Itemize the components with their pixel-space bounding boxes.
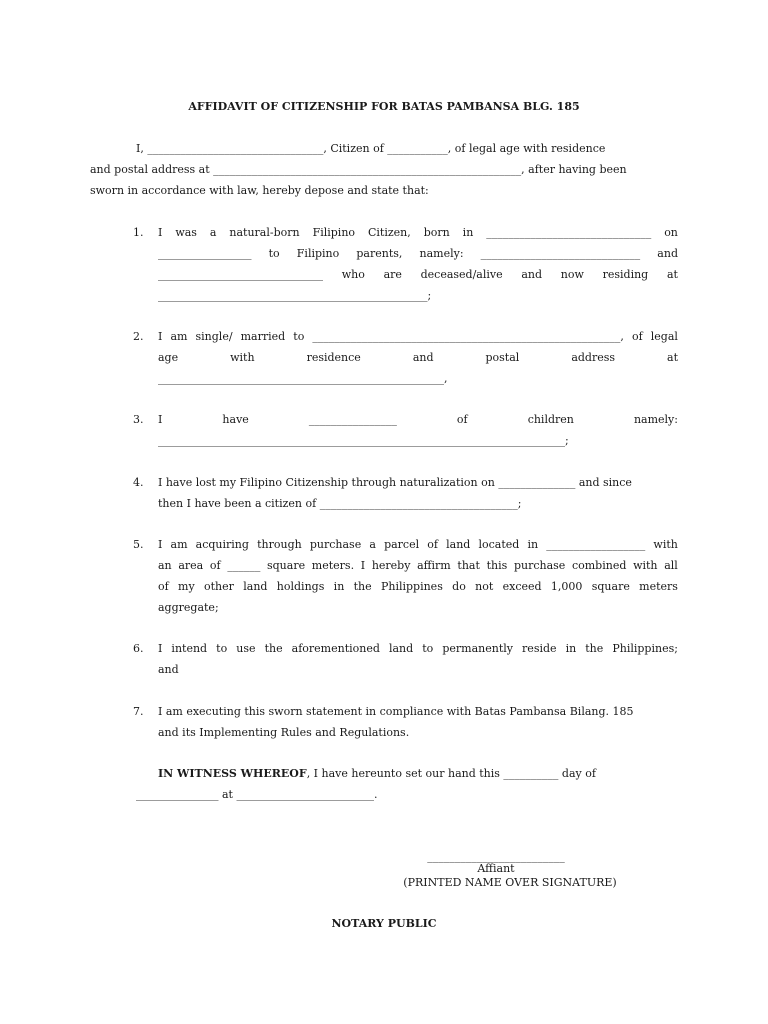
word: and bbox=[412, 351, 434, 364]
item-4-line-2: then I have been a citizen of ____________________________________; bbox=[158, 497, 522, 510]
witness-heading: IN WITNESS WHEREOF bbox=[158, 767, 307, 780]
document-title: AFFIDAVIT OF CITIZENSHIP FOR BATAS PAMBANSA BLG. 185 bbox=[188, 100, 580, 113]
word: at bbox=[667, 351, 678, 364]
word: holdings bbox=[276, 580, 325, 593]
word: parcel bbox=[384, 538, 420, 551]
word: born bbox=[423, 226, 450, 239]
spouse-name-blank: ________________________________________________________, bbox=[312, 330, 624, 343]
word: am bbox=[170, 538, 188, 551]
word: aforementioned bbox=[291, 642, 380, 655]
children-count-blank: ________________ bbox=[308, 413, 397, 426]
word: I bbox=[158, 413, 163, 426]
word: namely: bbox=[633, 413, 678, 426]
item-2-line-3: ____________________________________________________, bbox=[158, 372, 448, 385]
word: of bbox=[631, 330, 643, 343]
word: postal bbox=[485, 351, 520, 364]
word: address bbox=[571, 351, 616, 364]
word: Filipino bbox=[312, 226, 356, 239]
land-location-blank: __________________ bbox=[546, 538, 646, 551]
word: children bbox=[527, 413, 574, 426]
intro-line-1 bbox=[136, 142, 678, 156]
word: to bbox=[216, 642, 228, 655]
word: are bbox=[383, 268, 402, 281]
word: age bbox=[158, 351, 179, 364]
word: in bbox=[565, 642, 577, 655]
word: meters. bbox=[311, 559, 355, 572]
affiant-label: Affiant bbox=[477, 862, 515, 875]
word: I bbox=[360, 559, 366, 572]
word: Philippines bbox=[380, 580, 443, 593]
word: am bbox=[170, 330, 188, 343]
word: of bbox=[209, 559, 221, 572]
word: to bbox=[268, 247, 280, 260]
word: single/ bbox=[195, 330, 233, 343]
word: square bbox=[267, 559, 306, 572]
printed-name-note: (PRINTED NAME OVER SIGNATURE) bbox=[403, 876, 617, 889]
word: Filipino bbox=[296, 247, 340, 260]
word: square bbox=[591, 580, 630, 593]
word: meters bbox=[639, 580, 678, 593]
word: a bbox=[209, 226, 217, 239]
word: exceed bbox=[502, 580, 542, 593]
item-3-number: 3. bbox=[133, 413, 144, 426]
word: this bbox=[486, 559, 508, 572]
word: parents, bbox=[356, 247, 403, 260]
word: land bbox=[243, 580, 268, 593]
item-1-line-1 bbox=[158, 226, 678, 240]
item-4-number: 4. bbox=[133, 476, 144, 489]
item-1-line-3 bbox=[158, 268, 678, 282]
word: deceased/alive bbox=[420, 268, 503, 281]
item-6-line-1 bbox=[158, 642, 678, 656]
item-4-line-1: I have lost my Filipino Citizenship through naturalization on ______________ and since bbox=[158, 476, 632, 489]
word: the bbox=[353, 580, 372, 593]
word: who bbox=[341, 268, 365, 281]
word: purchase bbox=[309, 538, 362, 551]
birthdate-blank: _________________ bbox=[158, 247, 252, 260]
word: residence bbox=[306, 351, 361, 364]
word: all bbox=[664, 559, 678, 572]
word: area bbox=[178, 559, 204, 572]
item-7-number: 7. bbox=[133, 705, 144, 718]
item-5-number: 5. bbox=[133, 538, 144, 551]
land-area-blank: ______ bbox=[227, 559, 261, 572]
word: with bbox=[230, 351, 255, 364]
word: legal bbox=[650, 330, 678, 343]
word: affirm bbox=[417, 559, 451, 572]
parent-name-blank: _____________________________ bbox=[480, 247, 641, 260]
word: do bbox=[452, 580, 466, 593]
word: on bbox=[664, 226, 678, 239]
signature-line: _________________________ bbox=[427, 850, 565, 863]
word: of bbox=[456, 413, 468, 426]
word: the bbox=[585, 642, 604, 655]
item-6-line-2: and bbox=[158, 663, 179, 676]
word: have bbox=[222, 413, 249, 426]
word: an bbox=[158, 559, 172, 572]
word: in bbox=[462, 226, 474, 239]
word: through bbox=[257, 538, 302, 551]
word: namely: bbox=[419, 247, 464, 260]
item-5-line-2 bbox=[158, 559, 678, 573]
item-2-number: 2. bbox=[133, 330, 144, 343]
word: reside bbox=[522, 642, 557, 655]
word: permanently bbox=[442, 642, 513, 655]
item-6-number: 6. bbox=[133, 642, 144, 655]
word: the bbox=[264, 642, 283, 655]
intro-line-1-text: I, ________________________________, Citizen of ___________, of legal age with residence bbox=[136, 142, 606, 155]
word: now bbox=[560, 268, 584, 281]
word: purchase bbox=[513, 559, 566, 572]
word: with bbox=[653, 538, 678, 551]
word: my bbox=[178, 580, 195, 593]
word: 1,000 bbox=[550, 580, 583, 593]
witness-text: , I have hereunto set our hand this __________ day of bbox=[306, 767, 596, 780]
parent-name-blank: ______________________________ bbox=[158, 268, 323, 281]
birthplace-blank: ______________________________ bbox=[486, 226, 652, 239]
word: land bbox=[388, 642, 414, 655]
item-3-line-1 bbox=[158, 413, 678, 427]
witness-line-1 bbox=[158, 767, 596, 781]
word: Philippines; bbox=[612, 642, 678, 655]
item-5-line-1 bbox=[158, 538, 678, 552]
item-5-line-3 bbox=[158, 580, 678, 594]
word: land bbox=[446, 538, 471, 551]
item-7-line-1: I am executing this sworn statement in compliance with Batas Pambansa Bilang. 185 bbox=[158, 705, 634, 718]
word: I bbox=[158, 330, 163, 343]
word: use bbox=[236, 642, 256, 655]
word: located bbox=[478, 538, 520, 551]
word: of bbox=[158, 580, 169, 593]
notary-public-heading: NOTARY PUBLIC bbox=[331, 917, 437, 930]
word: of bbox=[427, 538, 438, 551]
word: residing bbox=[602, 268, 649, 281]
intro-line-3: sworn in accordance with law, hereby depose and state that: bbox=[90, 184, 429, 197]
intro-line-2: and postal address at ________________________________________________________, after having been bbox=[90, 163, 627, 176]
word: I bbox=[158, 226, 163, 239]
item-5-line-4: aggregate; bbox=[158, 601, 219, 614]
word: a bbox=[369, 538, 376, 551]
word: I bbox=[158, 642, 163, 655]
word: to bbox=[422, 642, 434, 655]
word: combined bbox=[571, 559, 627, 572]
word: intend bbox=[171, 642, 208, 655]
word: was bbox=[175, 226, 197, 239]
word: in bbox=[333, 580, 345, 593]
item-2-line-2 bbox=[158, 351, 678, 365]
item-7-line-2: and its Implementing Rules and Regulations. bbox=[158, 726, 410, 739]
word: in bbox=[527, 538, 539, 551]
word: and bbox=[657, 247, 678, 260]
word: to bbox=[293, 330, 305, 343]
word: acquiring bbox=[195, 538, 249, 551]
witness-line-2: _______________ at _________________________. bbox=[136, 788, 378, 801]
word: Citizen, bbox=[367, 226, 411, 239]
word: natural-born bbox=[229, 226, 300, 239]
item-1-line-4: _________________________________________________; bbox=[158, 289, 432, 302]
word: that bbox=[457, 559, 480, 572]
word: at bbox=[666, 268, 678, 281]
item-1-line-2 bbox=[158, 247, 678, 261]
word: I bbox=[158, 538, 163, 551]
item-2-line-1 bbox=[158, 330, 678, 344]
word: hereby bbox=[371, 559, 411, 572]
word: and bbox=[521, 268, 543, 281]
word: not bbox=[475, 580, 494, 593]
word: married bbox=[240, 330, 286, 343]
word: with bbox=[633, 559, 658, 572]
item-1-number: 1. bbox=[133, 226, 144, 239]
item-3-line-2: __________________________________________________________________________; bbox=[158, 434, 569, 447]
word: other bbox=[204, 580, 234, 593]
